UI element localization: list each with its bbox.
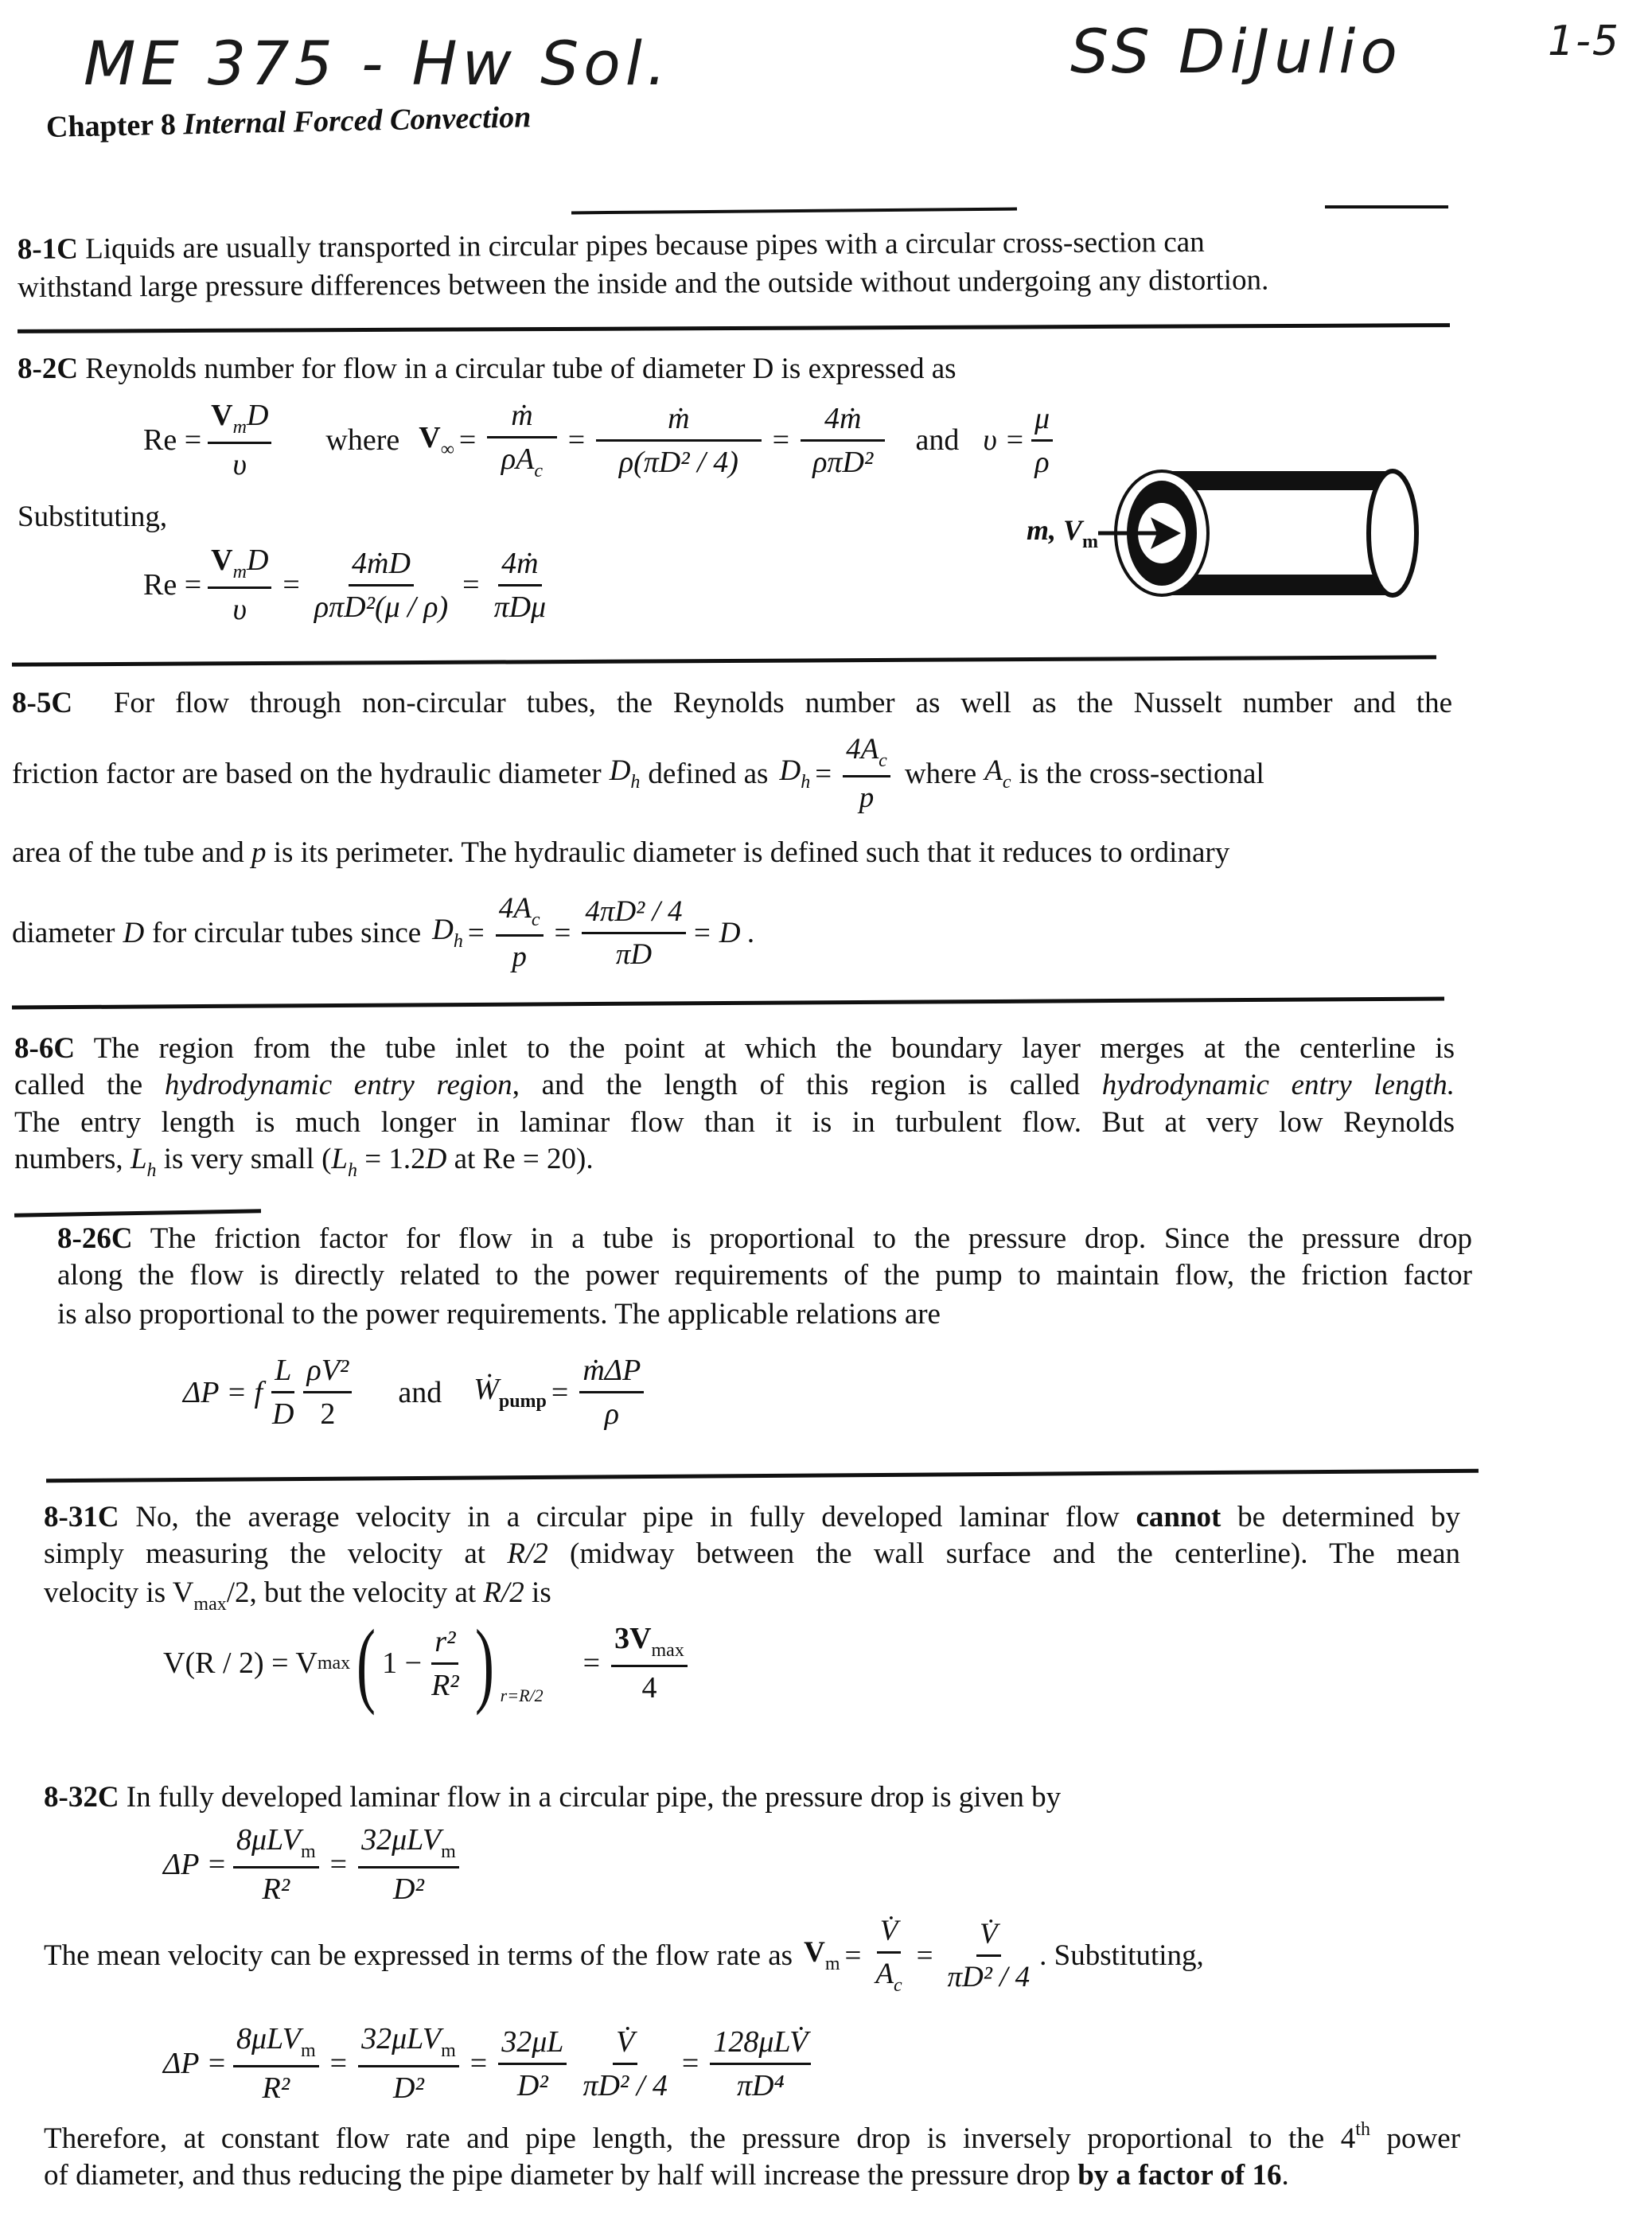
eq-term: D² <box>393 2071 424 2105</box>
problem-8-31C <box>44 1500 1460 1616</box>
equation-reynolds-definition: Re = $\frac{V_mD}{\upsilon}$ where $V_\infty$ = $\frac{\text{ṁ}}{\rho A_c}$ = $\frac{\text{ṁ}}{\text{ρ(πD² / 4)}}$ = $\frac{\text{4ṁ}}{\text{ρπD²}}$ and υ = $\frac{\mu}{\rho}$ <box>143 398 1059 482</box>
text-fragment: diameter <box>12 916 115 949</box>
fraction <box>491 546 550 625</box>
left-paren: ( <box>357 1610 376 1716</box>
problem-id: 8-32C <box>44 1781 119 1814</box>
eq-term: r² <box>431 1624 458 1665</box>
eq-word: and <box>398 1375 442 1409</box>
eq-term: R/2 <box>507 1537 548 1571</box>
eq-term: 8μLV <box>236 2022 301 2055</box>
figure-label-subscript: m <box>1082 532 1099 552</box>
text-line: The entry length is much longer in laminar flow than it is in turbulent flow. But at very low Reynolds <box>14 1105 1455 1139</box>
eq-subscript: c <box>531 910 540 930</box>
problem-id: 8-26C <box>57 1222 133 1255</box>
chapter-label: Chapter 8 <box>45 107 177 144</box>
eq-lhs: ΔP = <box>163 2047 227 2080</box>
right-paren: ) <box>474 1610 494 1716</box>
fraction <box>358 2021 459 2106</box>
eq-term: πD <box>615 937 653 971</box>
problem-8-32C-intro <box>44 1780 1061 1815</box>
fraction <box>579 2024 670 2103</box>
eq-term: ρπD²(μ / ρ) <box>314 590 449 624</box>
eq-term: 4ṁ <box>498 546 541 586</box>
eq-term: L <box>130 1143 147 1176</box>
text-line: withstand large pressure differences between the inside and the outside without undergoing any distortion. <box>18 263 1269 305</box>
pipe-flow-label <box>1027 513 1098 553</box>
eq-term: D <box>246 544 269 577</box>
handwritten-author: SS DiJulio <box>1070 16 1402 87</box>
eq-term: V <box>419 420 441 454</box>
fraction <box>582 894 685 972</box>
chapter-heading <box>46 99 532 145</box>
fraction <box>208 543 271 627</box>
divider <box>46 1469 1479 1483</box>
text-fragment: No, the average velocity in a circular pipe in fully developed laminar flow <box>135 1501 1120 1533</box>
divider <box>1325 205 1448 208</box>
eq-term: V <box>211 399 233 432</box>
text-line: For flow through non-circular tubes, the Reynolds number as well as the Nusselt number and the <box>113 687 1453 719</box>
divider <box>12 997 1444 1010</box>
eq-term: 4πD² / 4 <box>582 894 685 934</box>
eq-evaluation-subscript: r=R/2 <box>500 1685 544 1705</box>
eq-subscript: c <box>534 461 544 481</box>
equation-reynolds-substituted: Re = $\frac{V_mD}{\upsilon}$ = $\frac{\text{4ṁD}}{\text{ρπD²(μ / ρ)}}$ = $\frac{\text{4ṁ}}{\text{πDμ}}$ <box>143 543 555 627</box>
eq-subscript: max <box>317 1652 351 1674</box>
eq-term: πD² / 4 <box>947 1960 1031 1993</box>
eq-term: πD² / 4 <box>582 2068 668 2102</box>
eq-term: μ <box>1031 401 1053 442</box>
text-fragment: is <box>532 1576 551 1609</box>
text-fragment: . Substituting, <box>1039 1939 1204 1972</box>
text-fragment: is very small ( <box>163 1143 332 1176</box>
text-fragment: Therefore, at constant flow rate and pipe length, the pressure drop is inversely proportional to the 4 <box>44 2122 1356 2155</box>
eq-term: A <box>984 754 1003 787</box>
problem-id: 8-1C <box>17 232 79 267</box>
eq-subscript: h <box>348 1160 357 1182</box>
eq-term: ṁ <box>596 401 761 442</box>
eq-term: p <box>859 781 875 814</box>
eq-term: R² <box>431 1668 459 1702</box>
divider <box>14 1209 261 1217</box>
text-fragment: velocity is V <box>44 1576 194 1609</box>
fraction <box>579 1353 644 1432</box>
eq-subscript: m <box>824 1954 840 1974</box>
problem-8-32C-conclusion <box>44 2118 1460 2194</box>
equation-hydraulic-diameter-circular: diameter D for circular tubes since $D_h$ = $\frac{4A_c}{p}$ = $\frac{\text{4πD² / 4}}{\pi D}$ = D . <box>12 892 756 973</box>
eq-term: 4 <box>641 1671 657 1705</box>
fraction <box>872 1914 905 1997</box>
text-fragment: be determined by <box>1237 1501 1461 1533</box>
fraction <box>611 1621 688 1705</box>
fraction <box>1031 401 1053 480</box>
text-line: along the flow is directly related to the power requirements of the pump to maintain flow, the friction factor <box>57 1259 1472 1292</box>
eq-subscript: m <box>441 1841 456 1862</box>
text-line: The region from the tube inlet to the point at which the boundary layer merges at the centerline is <box>93 1032 1455 1065</box>
problem-8-6C <box>14 1031 1455 1183</box>
text-line: is also proportional to the power requirements. The applicable relations are <box>57 1297 941 1331</box>
eq-term: υ <box>232 593 247 626</box>
fraction <box>208 398 271 482</box>
eq-term: D <box>609 754 631 787</box>
eq-lhs: Re = <box>143 423 202 457</box>
eq-term: D <box>246 399 269 432</box>
eq-term: R² <box>262 2071 290 2105</box>
eq-subscript: c <box>893 1975 902 1996</box>
equation-hydraulic-diameter-definition: friction factor are based on the hydraulic diameter $D_h$ defined as $D_h$ = $\frac{4A_c}{p}$ where $A_c$ is the cross-sectional <box>12 733 1264 814</box>
eq-term: R/2 <box>483 1576 524 1609</box>
handwritten-title: ME 375 - Hw Sol. <box>84 28 672 99</box>
fraction <box>269 1353 297 1432</box>
equation-pressure-drop-and-pump-power <box>183 1353 650 1432</box>
pipe-diagram <box>1098 462 1432 605</box>
eq-term: V̇ <box>613 2024 637 2065</box>
eq-term: ρ(πD² / 4) <box>618 445 738 479</box>
eq-term: p <box>512 941 527 973</box>
eq-term: υ = <box>983 423 1025 457</box>
fraction <box>801 401 885 480</box>
text-line: Reynolds number for flow in a circular tube of diameter D is expressed as <box>85 353 957 385</box>
eq-term: D² <box>393 1872 424 1906</box>
eq-term: 4A <box>846 733 879 766</box>
eq-term: 32μLV <box>361 2022 442 2055</box>
eq-term: p <box>251 836 267 869</box>
chapter-title: Internal Forced Convection <box>182 100 532 142</box>
eq-term: D <box>432 914 454 946</box>
eq-term: ρV² <box>303 1353 352 1393</box>
handwritten-page-range: 1-5 <box>1548 18 1620 65</box>
eq-term: V̇ <box>976 1917 1001 1957</box>
equation-laminar-pressure-drop: ΔP = $\frac{8\mu LV_m}{\text{R²}}$ = $\frac{32\mu LV_m}{\text{D²}}$ <box>163 1822 466 1907</box>
text-fragment: at Re = 20). <box>454 1143 594 1176</box>
problem-8-1C <box>18 224 1451 306</box>
eq-term: 3V <box>614 1622 652 1655</box>
emphasis-factor-of-16: by a factor of 16 <box>1077 2159 1282 2192</box>
eq-term: 32μLV <box>361 1823 442 1857</box>
text-fragment: (midway between the wall surface and the centerline). The mean <box>570 1537 1461 1571</box>
fraction <box>428 1624 462 1703</box>
eq-term: 32μL <box>498 2024 567 2065</box>
eq-lhs: ΔP = <box>163 1848 227 1881</box>
text-line: In fully developed laminar flow in a circular pipe, the pressure drop is given by <box>126 1781 1062 1814</box>
eq-term: V̇ <box>877 1914 902 1954</box>
fraction <box>303 1353 352 1432</box>
text-fragment: called the <box>14 1069 143 1102</box>
eq-term: = D . <box>692 916 756 949</box>
eq-subscript: m <box>301 1841 316 1862</box>
text-line: Liquids are usually transported in circular pipes because pipes with a circular cross-section can <box>85 225 1205 266</box>
problem-id: 8-5C <box>12 687 73 719</box>
eq-term: πDμ <box>493 590 547 624</box>
equation-mean-velocity: The mean velocity can be expressed in terms of the flow rate as $V_m$ = $\frac{V̇}{A_c}$ = $\frac{V̇}{\text{πD² / 4}}$ . Substituting, <box>44 1915 1204 1996</box>
eq-subscript: h <box>453 931 463 952</box>
eq-term: L <box>271 1353 294 1393</box>
text-fragment: /2, but the velocity at <box>226 1576 477 1609</box>
text-fragment: is the cross-sectional <box>1019 757 1264 790</box>
eq-term: 4A <box>498 892 532 925</box>
eq-term: D² <box>516 2068 548 2102</box>
eq-term: D <box>779 754 801 787</box>
fraction <box>233 1822 319 1907</box>
divider <box>571 208 1017 215</box>
eq-term: ρ <box>604 1397 619 1431</box>
equation-pressure-drop-flow-rate: ΔP = $\frac{8\mu LV_m}{\text{R²}}$ = $\frac{32\mu LV_m}{\text{D²}}$ = $\frac{32\mu L}{\text{D²}}$ $\frac{V̇}{\text{πD² / 4}}$ = $\frac{\text{128μLV̇}}{\text{πD⁴}}$ <box>163 2021 817 2106</box>
fraction <box>945 1917 1034 1994</box>
fraction <box>233 2021 319 2106</box>
eq-subscript: c <box>879 750 887 771</box>
eq-subscript: m <box>301 2040 316 2061</box>
text-fragment: The mean velocity can be expressed in terms of the flow rate as <box>44 1939 793 1972</box>
eq-subscript: max <box>651 1640 684 1661</box>
eq-operator: = <box>551 1375 569 1409</box>
eq-term: V <box>211 544 233 577</box>
problem-id: 8-31C <box>44 1501 119 1533</box>
fraction <box>498 2024 567 2103</box>
fraction <box>596 401 761 480</box>
eq-lhs: V(R / 2) = V <box>163 1646 318 1680</box>
eq-subscript: max <box>193 1593 227 1615</box>
pipe-end-far <box>1369 471 1416 595</box>
eq-term: ρπD² <box>812 445 874 479</box>
term-hydrodynamic-entry-region: hydrodynamic entry region <box>164 1069 512 1102</box>
fraction <box>311 546 451 625</box>
eq-term: 1 − <box>382 1646 423 1680</box>
text-fragment: numbers, <box>14 1143 123 1176</box>
eq-subscript: m <box>232 417 247 438</box>
fraction <box>487 398 556 482</box>
eq-term: ρA <box>501 442 535 476</box>
eq-term: ρ <box>1034 445 1050 479</box>
equation-velocity-at-half-radius <box>163 1610 694 1716</box>
problem-8-26C <box>57 1222 1472 1332</box>
eq-operator: = <box>582 1646 601 1680</box>
eq-term: D <box>123 916 145 949</box>
eq-term: πD⁴ <box>736 2068 785 2102</box>
problem-8-2C-intro <box>18 352 957 387</box>
text-fragment: , and the length of this region is called <box>512 1069 1081 1102</box>
fraction <box>843 732 890 815</box>
eq-term: R² <box>262 1872 290 1906</box>
eq-subscript: m <box>232 562 247 583</box>
eq-term: 4ṁ <box>801 401 885 442</box>
eq-subscript: pump <box>498 1391 547 1412</box>
fraction <box>496 891 544 974</box>
eq-lhs: ΔP = f <box>183 1375 263 1409</box>
text-fragment: power <box>1386 2122 1461 2155</box>
text-fragment: is its perimeter. The hydraulic diameter is defined such that it reduces to ordinary <box>273 836 1230 869</box>
text-fragment: . <box>1281 2159 1289 2192</box>
eq-term: Ẇ <box>473 1373 499 1406</box>
eq-term: 8μLV <box>236 1823 301 1857</box>
text-fragment: area of the tube and <box>12 836 244 869</box>
text-fragment: of diameter, and thus reducing the pipe diameter by half will increase the pressure drop <box>44 2159 1070 2192</box>
eq-subscript: h <box>630 772 641 793</box>
text-fragment: for circular tubes since <box>152 916 422 949</box>
eq-term: υ <box>232 448 247 481</box>
eq-word: and <box>915 423 960 457</box>
problem-8-5C <box>12 686 1452 721</box>
eq-subscript: ∞ <box>440 438 454 460</box>
text-fragment: simply measuring the velocity at <box>44 1537 486 1571</box>
eq-word: where <box>325 423 400 457</box>
eq-subscript: h <box>801 772 811 793</box>
text-line: The friction factor for flow in a tube is proportional to the pressure drop. Since the pressure drop <box>150 1222 1472 1255</box>
fraction <box>710 2024 811 2103</box>
eq-term: V <box>804 1936 825 1969</box>
eq-term: D <box>425 1143 447 1176</box>
eq-term: ṁΔP <box>579 1353 644 1393</box>
divider <box>18 323 1450 333</box>
eq-term: 128μLV̇ <box>710 2024 811 2065</box>
figure-label: m, V <box>1027 514 1083 546</box>
eq-term: ṁ <box>487 398 556 438</box>
eq-term: L <box>331 1143 348 1176</box>
eq-subscript: h <box>146 1160 157 1182</box>
eq-lhs: Re = <box>143 568 202 602</box>
eq-term: D <box>272 1397 294 1431</box>
divider <box>12 655 1436 666</box>
term-hydrodynamic-entry-length: hydrodynamic entry length. <box>1101 1069 1455 1102</box>
eq-term: 4ṁD <box>349 546 414 586</box>
text-fragment: defined as <box>648 757 769 790</box>
text-fragment: where <box>904 757 977 790</box>
fraction <box>358 1822 459 1907</box>
text-line <box>12 836 1229 871</box>
text-fragment: friction factor are based on the hydraulic diameter <box>12 757 602 790</box>
substituting-label: Substituting, <box>18 501 168 533</box>
eq-subscript: m <box>441 2040 456 2061</box>
eq-term: A <box>875 1958 894 1990</box>
problem-id: 8-6C <box>14 1032 76 1065</box>
eq-term: 2 <box>320 1397 336 1431</box>
eq-subscript: c <box>1002 772 1011 793</box>
text-fragment: = 1.2 <box>364 1143 426 1176</box>
emphasis-cannot: cannot <box>1136 1501 1221 1533</box>
superscript: th <box>1355 2119 1370 2140</box>
problem-id: 8-2C <box>18 353 79 385</box>
